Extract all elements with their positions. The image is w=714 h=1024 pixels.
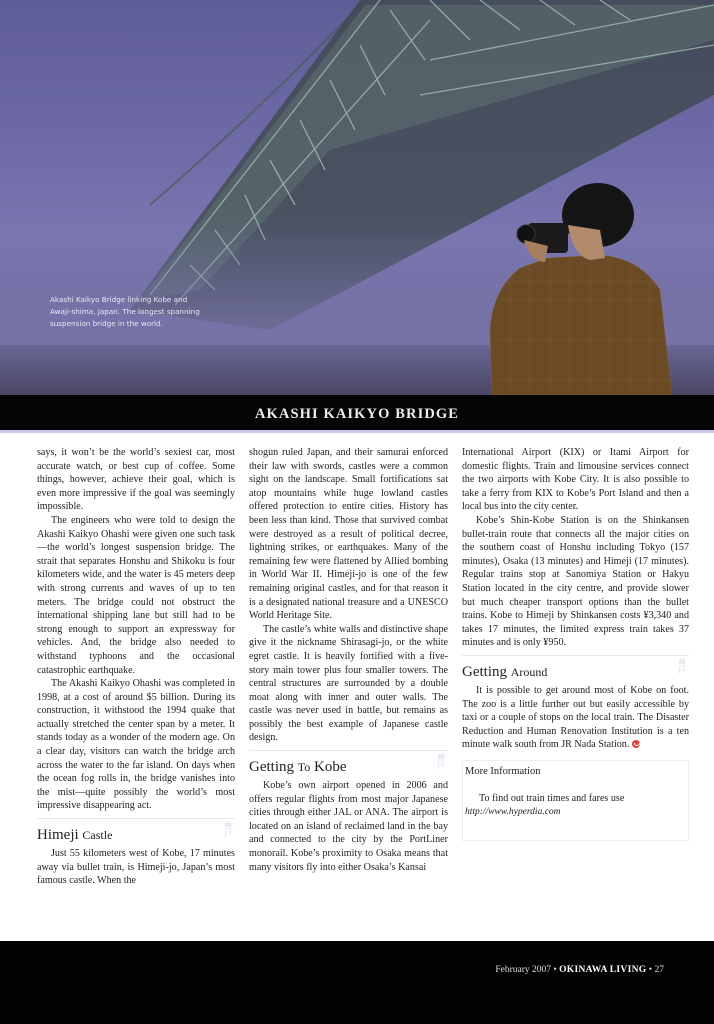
magazine-name: OKINAWA LIVING [559,965,647,975]
heading-getting-to-kobe [249,753,448,776]
bridge-illustration [0,0,714,395]
heading-getting-around [462,657,689,681]
caption-line: Awaji-shima, Japan. The longest spanning [50,307,200,316]
paragraph: The castle’s white walls and distinctive shape give it the nickname Shirasagi-jo, or the white egret castle. It is heavily fortified with a five-story main tower plus four smaller towers. The central structures are surrounded by a double moat along with inner and outer walls. The castle was never used in battle, but remains as possibly the best example of Japanese castle design. [249,623,448,744]
end-of-article-icon [632,740,640,748]
kanji-mark: 神戸 [437,753,445,771]
more-information-box [462,760,689,841]
paragraph: The Akashi Kaikyo Ohashi was completed in 1998, at a cost of around $5 billion. During its construction, it withstood the 1994 quake that actually stretched the center span by a meter. It stands today as a wonder of the modern age. On a clear day, visitors can watch the bridge arch across the water to the far island. On days when the ocean fog rolls in, the bridge vanishes into the mist—quite possibly the world’s most impressive disappearing act. [37,678,235,812]
page-footer [0,941,714,1024]
hero-photo [0,0,714,395]
paragraph: Kobe’s Shin-Kobe Station is on the Shinkansen bullet-train route that connects all the major cities on the southern coast of Honshu including Tokyo (157 minutes), Osaka (13 minutes) and Himeji (17 minutes). Regular trains stop at Sanomiya Station or Hakyu Station located in the city centre, and provide slower but much cheaper transport options than the bullet trains. Kobe to Himeji by Shinkansen costs ¥3,340 and takes 17 minutes, the limited express train takes 37 minutes and is only ¥950. [462,514,689,649]
paragraph [462,684,689,752]
footer-credit [495,965,664,975]
article-column-2 [249,446,448,874]
paragraph: says, it won’t be the world’s sexiest car, most accurate watch, or best cup of coffee. Some things, however, achieve their goal, which is even more impressive if the goal was seemingly impossible. [37,447,235,513]
caption-line: suspension bridge in the world. [50,319,163,328]
heading-text-small: Castle [82,828,113,843]
section-divider [462,655,689,656]
heading-text: Kobe [314,759,347,776]
caption-line: Akashi Kaikyo Bridge linking Kobe and [50,295,188,304]
section-title-bar [0,395,714,433]
photographer-figure [490,183,672,395]
heading-text-small: To [297,760,311,775]
heading-text: Getting [249,759,294,776]
paragraph: International Airport (KIX) or Itami Airport for domestic flights. Train and limousine services connect the two airports with Kobe City. It is also possible to take a ferry from KIX to Kobe’s Port Island and then a local bus into the city center. [462,447,689,513]
paragraph: Kobe’s own airport opened in 2006 and offers regular flights from most major Japanese cities through either JAL or ANA. The airport is located on an island of reclaimed land in the bay and connected to the city by the PortLiner monorail. Kobe’s proximity to Osaka means that many visitors fly into either Osaka’s Kansai [249,780,448,873]
hyperdia-link[interactable]: http://www.hyperdia.com [465,807,561,818]
heading-text: Himeji [37,827,79,844]
page-number: • 27 [648,965,664,975]
kanji-mark: 神戸 [678,657,686,675]
section-divider [249,750,448,751]
more-information-text: To find out train times and fares use [479,793,625,805]
section-divider [37,818,235,819]
heading-text-small: Around [510,664,548,679]
heading-himeji-castle [37,821,235,844]
paragraph: Just 55 kilometers west of Kobe, 17 minutes away via bullet train, is Himeji-jo, Japan’s most famous castle. When the [37,848,235,887]
more-information-heading: More Information [465,765,541,777]
paragraph: shogun ruled Japan, and their samurai enforced their law with swords, castles were a common sight on the landscape. Small fortifications sat atop mountains while huge lowland castles offered protection to entire cities. History has been less than kind. Those that survived combat were destroyed as a result of political decree, lightning strikes, or earthquakes. Many of the remaining few were flattened by Allied bombing in World War II. Himeji-jo is one of the few remaining original castles, and for that reason it is a designated national treasure and a UNESCO World Heritage Site. [249,447,448,622]
kanji-mark: 神戸 [224,821,232,839]
paragraph: The engineers who were told to design the Akashi Kaikyo Ohashi were given one such task—the world’s longest suspension bridge. The strait that separates Honshu and Shikoku is four kilometers wide, and the water is 45 meters deep with strong currents and waves of up to ten meters. The bridge could not obstruct the international shipping lane but still had to be strong enough to support an expressway for vehicles. And, the bridge also needed to withstand typhoons and the occasional catastrophic earthquake. [37,514,235,676]
heading-text: Getting [462,663,507,680]
footer-date: February 2007 • [495,965,557,975]
article-column-3 [462,446,689,841]
section-title: AKASHI KAIKYO BRIDGE [254,406,460,422]
article-column-1 [37,446,235,888]
paragraph-text: It is possible to get around most of Kobe on foot. The zoo is a little further out but easily accessible by taxi or a couple of stops on the local train. The Disaster Reduction and Human Renovation Institution is a ten minute walk south from JR Nada Station. [462,684,689,751]
photo-caption [50,294,250,330]
